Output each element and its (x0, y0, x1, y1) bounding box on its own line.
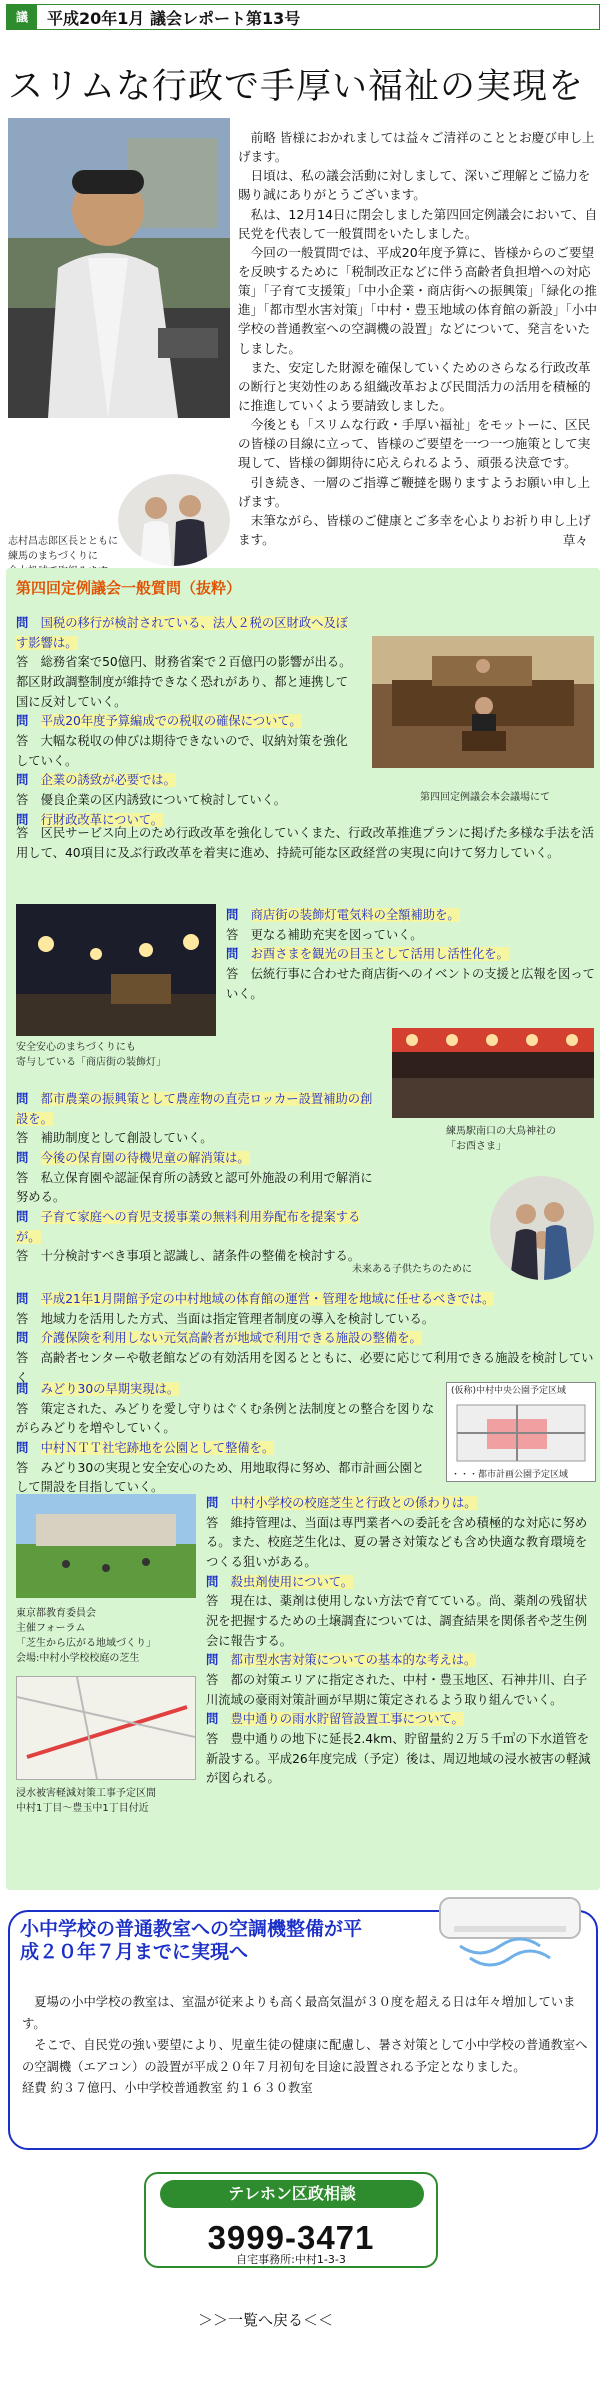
question-item (16, 1380, 436, 1400)
question-marker: 問 (206, 1712, 231, 1727)
mayor-photo (118, 474, 230, 566)
telephone-consultation (144, 2172, 438, 2268)
question-marker: 問 (16, 1210, 41, 1225)
answer-item (206, 1671, 594, 1710)
question-marker: 問 (16, 773, 41, 788)
map-note: ・・・都市計画公園予定区域 (451, 1470, 569, 1480)
answer-marker: 答 (16, 1170, 41, 1185)
question-item (16, 1149, 376, 1169)
street-caption: 安全安心のまちづくりにも 寄与している「商店街の装飾灯」 (16, 1042, 166, 1068)
question-marker: 問 (16, 616, 41, 630)
answer-item (16, 1310, 594, 1330)
qa-text: 都の対策エリアに指定された、中村・豊玉地区、石神井川、白子川流域の豪雨対策計画が早期に策定されるよう取り組んでいく。 (206, 1673, 588, 1707)
answer-item (16, 791, 360, 811)
qa-text: 殺虫剤使用について。 (230, 1574, 354, 1589)
qa-text: 策定された、みどりを愛し守りはぐくむ条例と法制度との整合を図りながらみどりを増やしていく。 (16, 1401, 435, 1436)
question-marker: 問 (206, 1574, 231, 1589)
qa-text: 企業の誘致が必要では。 (40, 773, 176, 788)
back-to-list-link[interactable]: ＞＞一覧へ戻る＜＜ (198, 2311, 334, 2329)
qa-block-school (206, 1494, 594, 1789)
qa-text: 国税の移行が検討されている、法人２税の区財政へ及ぼす影響は。 (16, 616, 349, 650)
qa-text: みどり30の早期実現は。 (40, 1382, 180, 1396)
question-item (226, 945, 596, 965)
assembly-photo (372, 636, 594, 768)
intro-letter: 前略 皆様におかれましては益々ご清祥のこととお慶び申し上げます。 日頃は、私の議会活動に対しまして、深いご理解とご協力を賜り誠にありがとうございます。 私は、12月14日に閉会しました第四回定例議会において、自民党を代表して一般質問をいたしました。 今回の一般質問では、平成20年度予算に、皆様からのご要望を反映するために「税制改正などに伴う高齢者負担増への対応策」「子育て支援策」「中小企業・商店街への振興策」「緑化の推進」「都市型水害対策」「中村・豊玉地域の体育館の新設」「小中学校の普通教室への空調機の設置」などについて、発言をいたしました。 また、安定した財源を確保していくためのさらなる行政改革の断行と実効性のある組織改革および民間活力の活用を積極的に推進していくよう要請致しました。 今後とも「スリムな行政・手厚い福祉」をモットーに、区民の皆様の目線に立って、皆様のご要望を一つ一つ施策として実現して、皆様の御期待に応えられるよう、頑張る決意です。 引き続き、一層のご指導ご鞭撻を賜りますようお願い申し上げます。 末筆ながら、皆様のご健康とご多幸を心よりお祈り申し上げます。 草々 (238, 128, 598, 550)
qa-text: 私立保育園や認証保育所の誘致と認可外施設の利用で解消に努める。 (16, 1170, 373, 1205)
answer-marker: 答 (226, 927, 251, 942)
qa-text: 中村ＮＴＴ社宅跡地を公園として整備を。 (40, 1441, 275, 1456)
question-marker: 問 (16, 1292, 41, 1306)
answer-item (16, 1400, 436, 1439)
questions-title: 第四回定例議会一般質問（抜粋） (16, 579, 242, 597)
qa-text: 平成21年1月開館予定の中村地域の体育館の運営・管理を地域に任せるべきでは。 (40, 1292, 495, 1306)
question-item (226, 906, 596, 926)
qa-text: 総務省案で50億円、財務省案で２百億円の影響が出る。都区財政調整制度が維持できなく恐れがあり、都と連携して国に反対していく。 (16, 655, 352, 709)
qa-block-reform (16, 824, 594, 863)
qa-text: 大幅な税収の伸びは期待できないので、収納対策を強化していく。 (16, 734, 348, 768)
flood-caption: 浸水被害軽減対策工事予定区間 中村1丁目～豊玉中1丁目付近 (16, 1788, 156, 1814)
qa-text: 商店街の装飾灯電気料の全額補助を。 (250, 908, 460, 922)
qa-text: 地域力を活用した方式、当面は指定管理者制度の導入を検討している。 (40, 1311, 435, 1326)
school-lawn-photo (16, 1494, 196, 1598)
qa-text: 子育て家庭への育児支援事業の無料利用券配布を提案するが。 (16, 1210, 361, 1244)
qa-block-childcare (16, 1090, 376, 1267)
answer-marker: 答 (16, 793, 41, 808)
qa-text: 十分検討すべき事項と認識し、諸条件の整備を検討する。 (40, 1249, 361, 1264)
question-marker: 問 (16, 1382, 41, 1396)
answer-marker: 答 (16, 734, 41, 749)
qa-block-shopping (226, 906, 596, 1004)
portrait-caption: 志村昌志郎区長とともに 練馬のまちづくりに (8, 536, 118, 562)
report-header (6, 4, 600, 30)
question-item (206, 1710, 594, 1730)
qa-text: 現在は、薬剤は使用しない方法で育てている。尚、薬剤の残留状況を把握するための土壌調査については、調査結果を関係者や芝生例会に報告する。 (206, 1594, 588, 1648)
answer-marker: 答 (206, 1594, 231, 1609)
answer-item (16, 824, 594, 863)
answer-item (16, 653, 360, 712)
answer-item (226, 926, 596, 946)
qa-text: 都市型水害対策についての基本的な考えは。 (230, 1653, 477, 1668)
forum-caption: 東京都教育委員会 主催フォーラム 「芝生から広がる地域づくり」 会場:中村小学校校庭の芝生 (16, 1608, 156, 1664)
question-marker: 問 (206, 1496, 231, 1510)
qa-text: 区民サービス向上のため行政改革を強化していくまた、行政改革推進プランに掲げた多様な手法を活用して、40項目に及ぶ行政改革を着実に進め、持続可能な区政経営の実現に向けて努力していく。 (16, 826, 594, 860)
street-lights-photo (16, 904, 216, 1036)
question-item (16, 1329, 594, 1349)
qa-text: 更なる補助充実を図っていく。 (250, 927, 423, 942)
answer-item (16, 1247, 376, 1267)
question-marker: 問 (226, 908, 251, 922)
qa-text: 都市農業の振興策として農産物の直売ロッカー設置補助の創設を。 (16, 1092, 373, 1126)
qa-text: 平成20年度予算編成での税収の確保について。 (40, 714, 302, 729)
qa-text: お酉さまを観光の目玉として活用し活性化を。 (250, 947, 509, 962)
question-item (206, 1651, 594, 1671)
answer-marker: 答 (206, 1515, 231, 1530)
qa-text: 豊中通りの雨水貯留管設置工事について。 (230, 1712, 464, 1727)
qa-text: 中村小学校の校庭芝生と行政との係わりは。 (230, 1496, 477, 1510)
qa-text: 介護保険を利用しない元気高齢者が地域で利用できる施設の整備を。 (40, 1331, 422, 1346)
shrine-photo (392, 1028, 594, 1118)
question-marker: 問 (16, 812, 41, 827)
answer-marker: 答 (16, 826, 41, 840)
answer-marker: 答 (206, 1673, 231, 1688)
question-item (16, 1208, 376, 1247)
children-caption: 未来ある子供たちのために (352, 1264, 472, 1275)
answer-item (226, 965, 596, 1004)
question-marker: 問 (16, 714, 41, 729)
question-item (16, 771, 360, 791)
question-marker: 問 (226, 947, 251, 962)
answer-item (206, 1730, 594, 1789)
tel-number: 3999-3471 (207, 2219, 375, 2256)
assembly-caption: 第四回定例議会本会議場にて (420, 792, 550, 803)
answer-marker: 答 (16, 1131, 41, 1146)
answer-item (16, 1129, 376, 1149)
aircon-title: 小中学校の普通教室への空調機整備が平成２０年７月までに実現へ (20, 1918, 363, 1963)
air-conditioner-icon (430, 1890, 590, 1980)
question-item (16, 1090, 376, 1129)
answer-item (16, 1459, 436, 1498)
question-item (16, 614, 360, 653)
question-item (16, 1290, 594, 1310)
headline: スリムな行政で手厚い福祉の実現を (8, 67, 585, 107)
flood-map (16, 1676, 196, 1780)
answer-marker: 答 (16, 1311, 41, 1326)
question-item (206, 1494, 594, 1514)
question-item (16, 1439, 436, 1459)
qa-block-green (16, 1380, 436, 1498)
qa-text: 豊中通りの地下に延長2.4km、貯留量約２万５千㎥の下水道管を新設する。平成26年度完成（予定）後は、周辺地域の浸水被害の軽減が図られる。 (206, 1732, 591, 1786)
portrait-photo (8, 118, 230, 418)
qa-block-gym (16, 1290, 594, 1388)
header-tag: 議 (7, 5, 37, 29)
question-item (206, 1573, 594, 1593)
qa-block-tax (16, 614, 360, 830)
answer-item (16, 1169, 376, 1208)
question-marker: 問 (16, 1092, 41, 1106)
answer-marker: 答 (16, 1249, 41, 1264)
answer-item (206, 1592, 594, 1651)
answer-item (206, 1514, 594, 1573)
children-photo (490, 1176, 594, 1280)
header-title: 平成20年1月 議会レポート第13号 (47, 9, 301, 28)
answer-marker: 答 (16, 1401, 41, 1416)
answer-marker: 答 (206, 1732, 231, 1747)
question-item (16, 712, 360, 732)
question-marker: 問 (16, 1151, 41, 1166)
park-map (446, 1382, 596, 1482)
answer-marker: 答 (226, 967, 251, 982)
qa-text: 行財政改革について。 (40, 812, 164, 827)
question-marker: 問 (206, 1653, 231, 1668)
intro-sign: 草々 (562, 533, 588, 549)
question-marker: 問 (16, 1331, 41, 1346)
qa-text: 維持管理は、当面は専門業者への委託を含め積極的な対応に努める。また、校庭芝生化は、夏の暑さ対策なども含め快適な教育環境をつくる狙いがある。 (206, 1515, 588, 1570)
answer-marker: 答 (16, 1351, 41, 1366)
qa-text: 高齢者センターや敬老館などの有効活用を図るとともに、必要に応じて利用できる施設を検討していく (16, 1351, 594, 1385)
aircon-body: 夏場の小中学校の教室は、室温が従来よりも高く最高気温が３０度を超える日は年々増加しています。 そこで、自民党の強い要望により、児童生徒の健康に配慮し、暑さ対策として小中学校の普通教室への空調機（エアコン）の設置が平成２０年７月初旬を目途に設置される予定となりました。 経費 約３７億円、小中学校普通教室 約１６３０教室 (22, 1995, 588, 2096)
qa-text: みどり30の実現と安全安心のため、用地取得に努め、都市計画公園として開設を目指していく。 (16, 1460, 425, 1495)
answer-marker: 答 (16, 655, 41, 670)
map-title: (仮称)中村中央公園予定区域 (451, 1386, 567, 1396)
qa-text: 補助制度として創設していく。 (40, 1131, 213, 1146)
tel-address: 自宅事務所:中村1-3-3 (236, 2253, 346, 2266)
shrine-caption: 練馬駅南口の大鳥神社の 「お酉さま」 (446, 1126, 556, 1152)
answer-marker: 答 (16, 1460, 41, 1475)
tel-banner: テレホン区政相談 (160, 2180, 424, 2208)
answer-item (16, 732, 360, 771)
qa-text: 伝統行事に合わせた商店街へのイベントの支援と広報を図っていく。 (226, 967, 595, 1001)
qa-text: 今後の保育園の待機児童の解消策は。 (40, 1151, 250, 1166)
question-marker: 問 (16, 1441, 41, 1456)
qa-text: 優良企業の区内誘致について検討していく。 (40, 793, 287, 808)
